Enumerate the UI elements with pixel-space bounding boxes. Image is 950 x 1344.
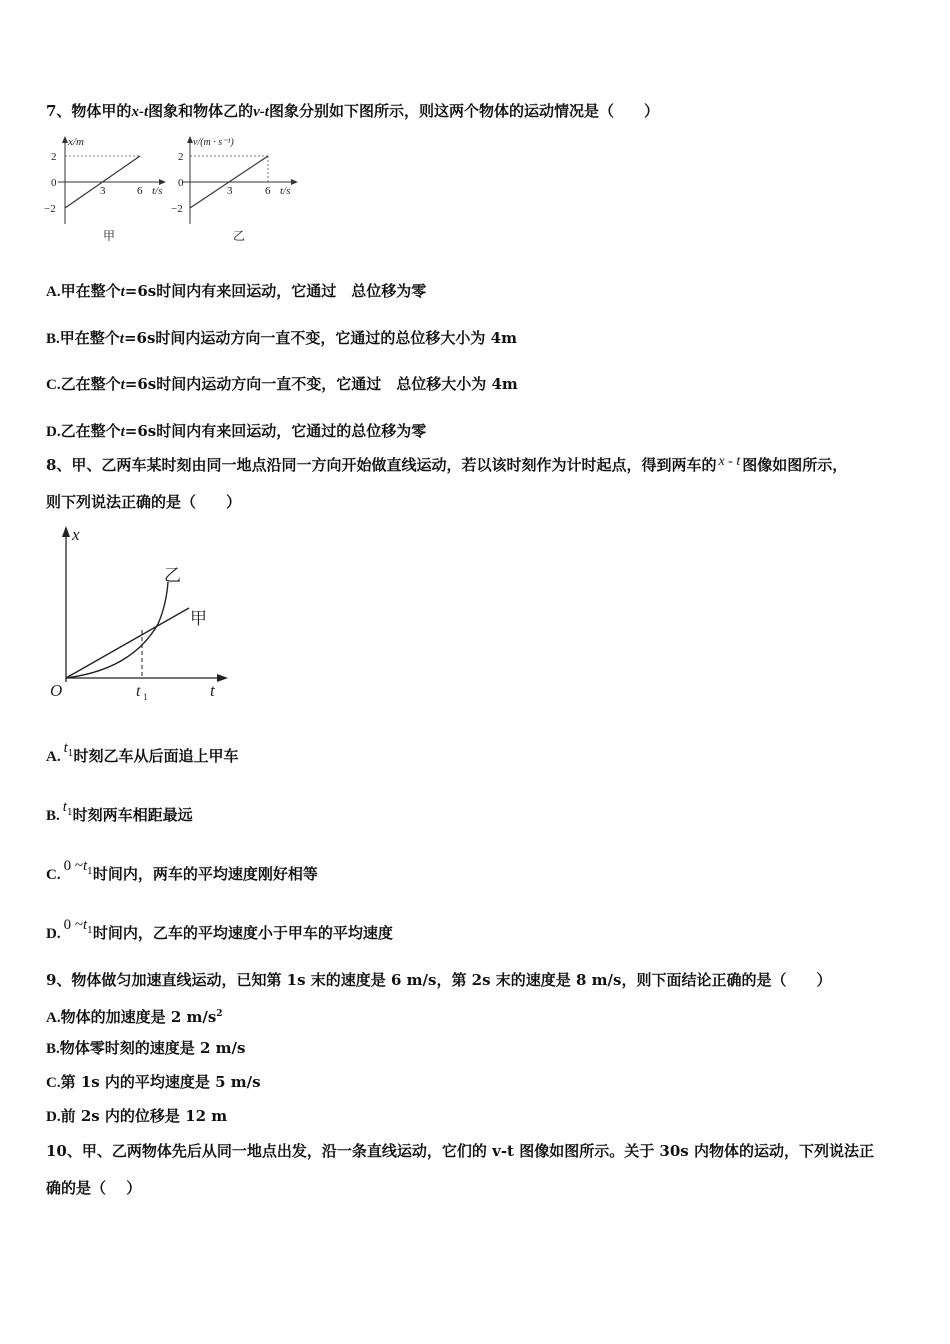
q8-y-axis-label: x xyxy=(72,525,80,544)
q8-jia-line xyxy=(66,608,189,678)
option-text: 时间内，乙车的平均速度小于甲车的平均速度 xyxy=(92,924,393,942)
q8-x-axis-label: t xyxy=(210,681,215,700)
option-text: 时间内，两车的平均速度刚好相等 xyxy=(92,865,318,883)
option-letter: A. xyxy=(46,284,61,300)
q10-stem-text: 确的是（ ） xyxy=(46,1179,142,1197)
option-text: 甲在整个 xyxy=(59,329,120,347)
option-math: 0 ~ xyxy=(63,858,83,874)
q9-option-a xyxy=(46,1004,223,1028)
option-math: t xyxy=(62,799,67,815)
q7-option-d xyxy=(46,421,426,442)
q7-jia-ytop: 2 xyxy=(51,151,57,163)
q7-yi-xend: 6 xyxy=(265,185,271,197)
q8-yi-label: 乙 xyxy=(164,566,181,586)
option-text: 时间内运动方向一直不变，它通过的总位移大小为 4m xyxy=(155,329,517,347)
q7-jia-xmid: 3 xyxy=(100,185,106,197)
q8-option-c xyxy=(46,858,318,891)
option-text: =6s xyxy=(124,375,157,393)
option-letter: B. xyxy=(46,331,60,347)
q7-jia-xend: 6 xyxy=(137,185,143,197)
q7-yi-ybottom: −2 xyxy=(171,203,183,215)
option-text: 乙在整个 xyxy=(60,422,121,440)
q7-figure-yi xyxy=(170,134,305,246)
q7-jia-ylabel: x/m xyxy=(68,136,84,148)
option-math: t xyxy=(82,858,88,874)
q8-stem-xt: x - t xyxy=(718,454,741,469)
option-text: 物体零时刻的速度是 2 m/s xyxy=(59,1039,246,1057)
option-letter: D. xyxy=(46,1109,61,1125)
q7-figure-jia xyxy=(40,134,170,246)
option-text: =6s xyxy=(123,329,156,347)
q7-stem-xt: x-t xyxy=(131,104,149,120)
q8-t1-label: t xyxy=(136,683,141,700)
q7-yi-ylabel: v/(m · s⁻¹) xyxy=(193,137,234,148)
option-letter: D. xyxy=(46,926,61,942)
q7-yi-xmid: 3 xyxy=(227,185,233,197)
q10-stem-text: 10、甲、乙两物体先后从同一地点出发，沿一条直线运动，它们的 v-t 图像如图所示。关于 30s 内物体的运动，下列说法正 xyxy=(46,1142,874,1160)
option-text: 乙在整个 xyxy=(60,375,121,393)
option-text: =6s xyxy=(124,282,157,300)
q8-yi-curve xyxy=(66,582,168,678)
option-letter: C. xyxy=(46,1075,61,1091)
q8-stem-text: 图像如图所示， xyxy=(742,456,848,474)
option-letter: C. xyxy=(46,377,61,393)
option-text: 物体的加速度是 2 m/s xyxy=(60,1008,217,1026)
option-math-sub: 1 xyxy=(87,926,93,936)
option-text: 前 2s 内的位移是 12 m xyxy=(60,1107,228,1125)
q8-stem-line1 xyxy=(46,455,847,477)
option-text: 时间内有来回运动，它通过 总位移为零 xyxy=(156,282,427,300)
q8-option-d xyxy=(46,917,393,950)
q7-stem-part: 图象和物体乙的 xyxy=(148,102,254,120)
option-text: 时刻乙车从后面追上甲车 xyxy=(73,747,239,765)
q8-option-b xyxy=(46,799,193,832)
q7-stem-part: 7、物体甲的 xyxy=(46,102,132,120)
q7-jia-caption: 甲 xyxy=(103,229,116,243)
q7-jia-ybottom: −2 xyxy=(44,203,56,215)
q7-stem-vt: v-t xyxy=(253,104,269,120)
q7-stem xyxy=(46,101,659,122)
q7-jia-xlabel: t/s xyxy=(152,185,163,197)
q9-stem-text: 9、物体做匀加速直线运动，已知第 1s 末的速度是 6 m/s，第 2s 末的速度是 8 m/s，则下面结论正确的是（ ） xyxy=(46,971,832,989)
option-math: t xyxy=(120,424,125,440)
option-letter: B. xyxy=(46,1041,60,1057)
q8-stem-text: 则下列说法正确的是（ ） xyxy=(46,493,242,511)
option-letter: B. xyxy=(46,808,60,824)
q8-graph xyxy=(44,522,234,707)
option-letter: A. xyxy=(46,749,61,765)
q7-yi-ytop: 2 xyxy=(178,151,184,163)
option-math-sub: 1 xyxy=(87,867,93,877)
q9-option-d xyxy=(46,1106,227,1127)
q7-option-c xyxy=(46,374,518,395)
option-letter: C. xyxy=(46,867,61,883)
q8-origin-label: O xyxy=(50,681,63,700)
q8-stem-text: 8、甲、乙两车某时刻由同一地点沿同一方向开始做直线运动，若以该时刻作为计时起点，得到两车的 xyxy=(46,456,717,474)
option-letter: A. xyxy=(46,1010,61,1026)
q9-stem xyxy=(46,970,831,990)
option-letter: D. xyxy=(46,424,61,440)
q10-stem-line2 xyxy=(46,1178,141,1198)
option-math-sub: 1 xyxy=(67,749,74,759)
q7-option-a xyxy=(46,281,426,302)
option-math: t xyxy=(119,331,124,347)
q8-stem-line2 xyxy=(46,492,241,512)
option-text: 甲在整个 xyxy=(60,282,121,300)
option-text: 时刻两车相距最远 xyxy=(72,806,193,824)
option-math: t xyxy=(63,740,68,756)
q7-yi-xlabel: t/s xyxy=(280,185,291,197)
option-math: t xyxy=(82,917,88,933)
option-text: =6s xyxy=(124,422,157,440)
option-math: 0 ~ xyxy=(63,917,83,933)
option-text: 时间内有来回运动，它通过的总位移为零 xyxy=(156,422,427,440)
q7-jia-yzero: 0 xyxy=(51,177,57,189)
q7-option-b xyxy=(46,328,517,349)
q10-stem-line1 xyxy=(46,1141,874,1161)
option-text: 时间内运动方向一直不变，它通过 总位移大小为 4m xyxy=(156,375,518,393)
q7-yi-yzero: 0 xyxy=(178,177,184,189)
q8-option-a xyxy=(46,740,239,773)
q9-option-c xyxy=(46,1072,261,1093)
q9-option-b xyxy=(46,1038,245,1059)
q7-yi-caption: 乙 xyxy=(233,229,246,243)
q7-stem-part: 图象分别如下图所示，则这两个物体的运动情况是（ ） xyxy=(268,102,659,120)
option-math: t xyxy=(120,377,125,393)
q8-jia-label: 甲 xyxy=(190,609,207,629)
option-math: t xyxy=(120,284,125,300)
option-math-sub: 1 xyxy=(66,808,73,818)
option-text: 第 1s 内的平均速度是 5 m/s xyxy=(60,1073,261,1091)
option-sup: 2 xyxy=(216,1009,223,1019)
q8-t1-sub: 1 xyxy=(143,692,148,702)
